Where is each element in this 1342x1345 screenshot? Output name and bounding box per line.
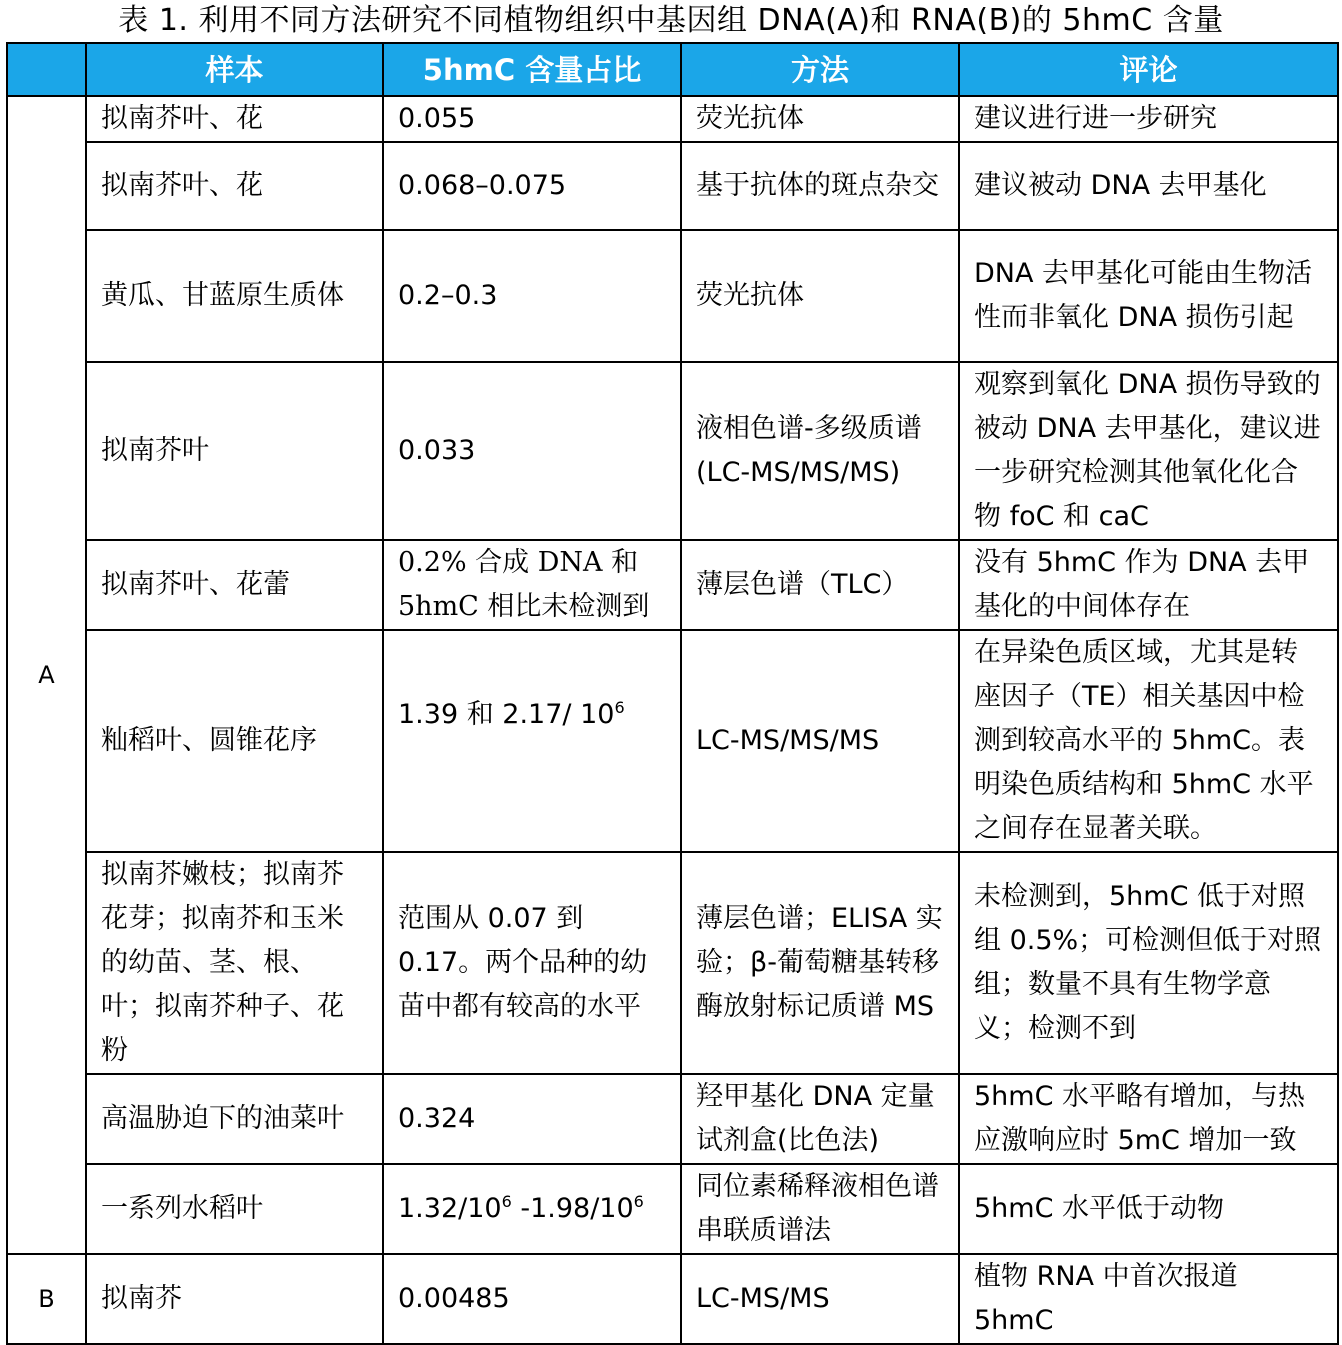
cell-method: 荧光抗体 [681,230,959,362]
cell-comment: 建议被动 DNA 去甲基化 [959,142,1338,230]
table-row [7,1254,1338,1344]
cell-method: 羟甲基化 DNA 定量试剂盒(比色法) [681,1074,959,1164]
ratio-exponent: 6 [633,1192,644,1211]
table-row [7,142,1338,230]
table-row [7,1074,1338,1164]
group-label-b: B [7,1254,86,1344]
table-row [7,630,1338,852]
table-row [7,96,1338,142]
cell-sample: 拟南芥叶、花 [86,96,383,142]
cell-method: LC-MS/MS [681,1254,959,1344]
cell-method: 基于抗体的斑点杂交 [681,142,959,230]
cell-method: 薄层色谱；ELISA 实验；β-葡萄糖基转移酶放射标记质谱 MS [681,852,959,1074]
cell-sample: 籼稻叶、圆锥花序 [86,630,383,852]
header-row [7,43,1338,96]
ratio-text: -1.98/10 [511,1193,634,1224]
cell-method: 同位素稀释液相色谱串联质谱法 [681,1164,959,1254]
table-row [7,852,1338,1074]
cell-sample: 拟南芥叶、花 [86,142,383,230]
cell-ratio: 0.2–0.3 [383,230,681,362]
ratio-text: 1.32/10 [398,1193,502,1224]
cell-ratio: 0.00485 [383,1254,681,1344]
cell-ratio: 0.033 [383,362,681,540]
cell-sample: 拟南芥嫩枝；拟南芥花芽；拟南芥和玉米的幼苗、茎、根、叶；拟南芥种子、花粉 [86,852,383,1074]
table-row [7,362,1338,540]
cell-comment: 5hmC 水平略有增加，与热应激响应时 5mC 增加一致 [959,1074,1338,1164]
header-comment: 评论 [959,43,1338,96]
cell-sample: 拟南芥叶、花蕾 [86,540,383,630]
cell-ratio: 0.2% 合成 DNA 和 5hmC 相比未检测到 [383,540,681,630]
table-caption: 表 1. 利用不同方法研究不同植物组织中基因组 DNA(A)和 RNA(B)的 5hmC 含量 [118,3,1224,38]
cell-comment: DNA 去甲基化可能由生物活性而非氧化 DNA 损伤引起 [959,230,1338,362]
data-table [6,42,1339,1345]
cell-comment: 没有 5hmC 作为 DNA 去甲基化的中间体存在 [959,540,1338,630]
cell-comment: 未检测到，5hmC 低于对照组 0.5%；可检测但低于对照组；数量不具有生物学意义；检测不到 [959,852,1338,1074]
cell-ratio: 范围从 0.07 到 0.17。两个品种的幼苗中都有较高的水平 [383,852,681,1074]
cell-ratio: 0.068–0.075 [383,142,681,230]
header-ratio: 5hmC 含量占比 [383,43,681,96]
cell-comment: 5hmC 水平低于动物 [959,1164,1338,1254]
cell-sample: 高温胁迫下的油菜叶 [86,1074,383,1164]
ratio-text: 1.39 和 2.17/ 10 [398,699,615,730]
cell-method: 薄层色谱（TLC） [681,540,959,630]
cell-comment: 植物 RNA 中首次报道 5hmC [959,1254,1338,1344]
ratio-exponent: 6 [501,1192,512,1211]
cell-sample: 拟南芥 [86,1254,383,1344]
cell-sample: 一系列水稻叶 [86,1164,383,1254]
cell-method: 液相色谱-多级质谱(LC-MS/MS/MS) [681,362,959,540]
cell-comment: 在异染色质区域，尤其是转座因子（TE）相关基因中检测到较高水平的 5hmC。表明染色质结构和 5hmC 水平之间存在显著关联。 [959,630,1338,852]
cell-ratio [383,1164,681,1254]
cell-method: 荧光抗体 [681,96,959,142]
table-row [7,230,1338,362]
table-row [7,1164,1338,1254]
header-sample: 样本 [86,43,383,96]
cell-ratio: 0.055 [383,96,681,142]
header-method: 方法 [681,43,959,96]
table-row [7,540,1338,630]
cell-ratio [383,630,681,852]
cell-comment: 建议进行进一步研究 [959,96,1338,142]
header-group-cell [7,43,86,96]
cell-sample: 拟南芥叶 [86,362,383,540]
cell-ratio: 0.324 [383,1074,681,1164]
group-label-a: A [7,96,86,1254]
ratio-exponent: 6 [614,698,625,717]
cell-sample: 黄瓜、甘蓝原生质体 [86,230,383,362]
cell-method: LC-MS/MS/MS [681,630,959,852]
cell-comment: 观察到氧化 DNA 损伤导致的被动 DNA 去甲基化，建议进一步研究检测其他氧化化合物 foC 和 caC [959,362,1338,540]
